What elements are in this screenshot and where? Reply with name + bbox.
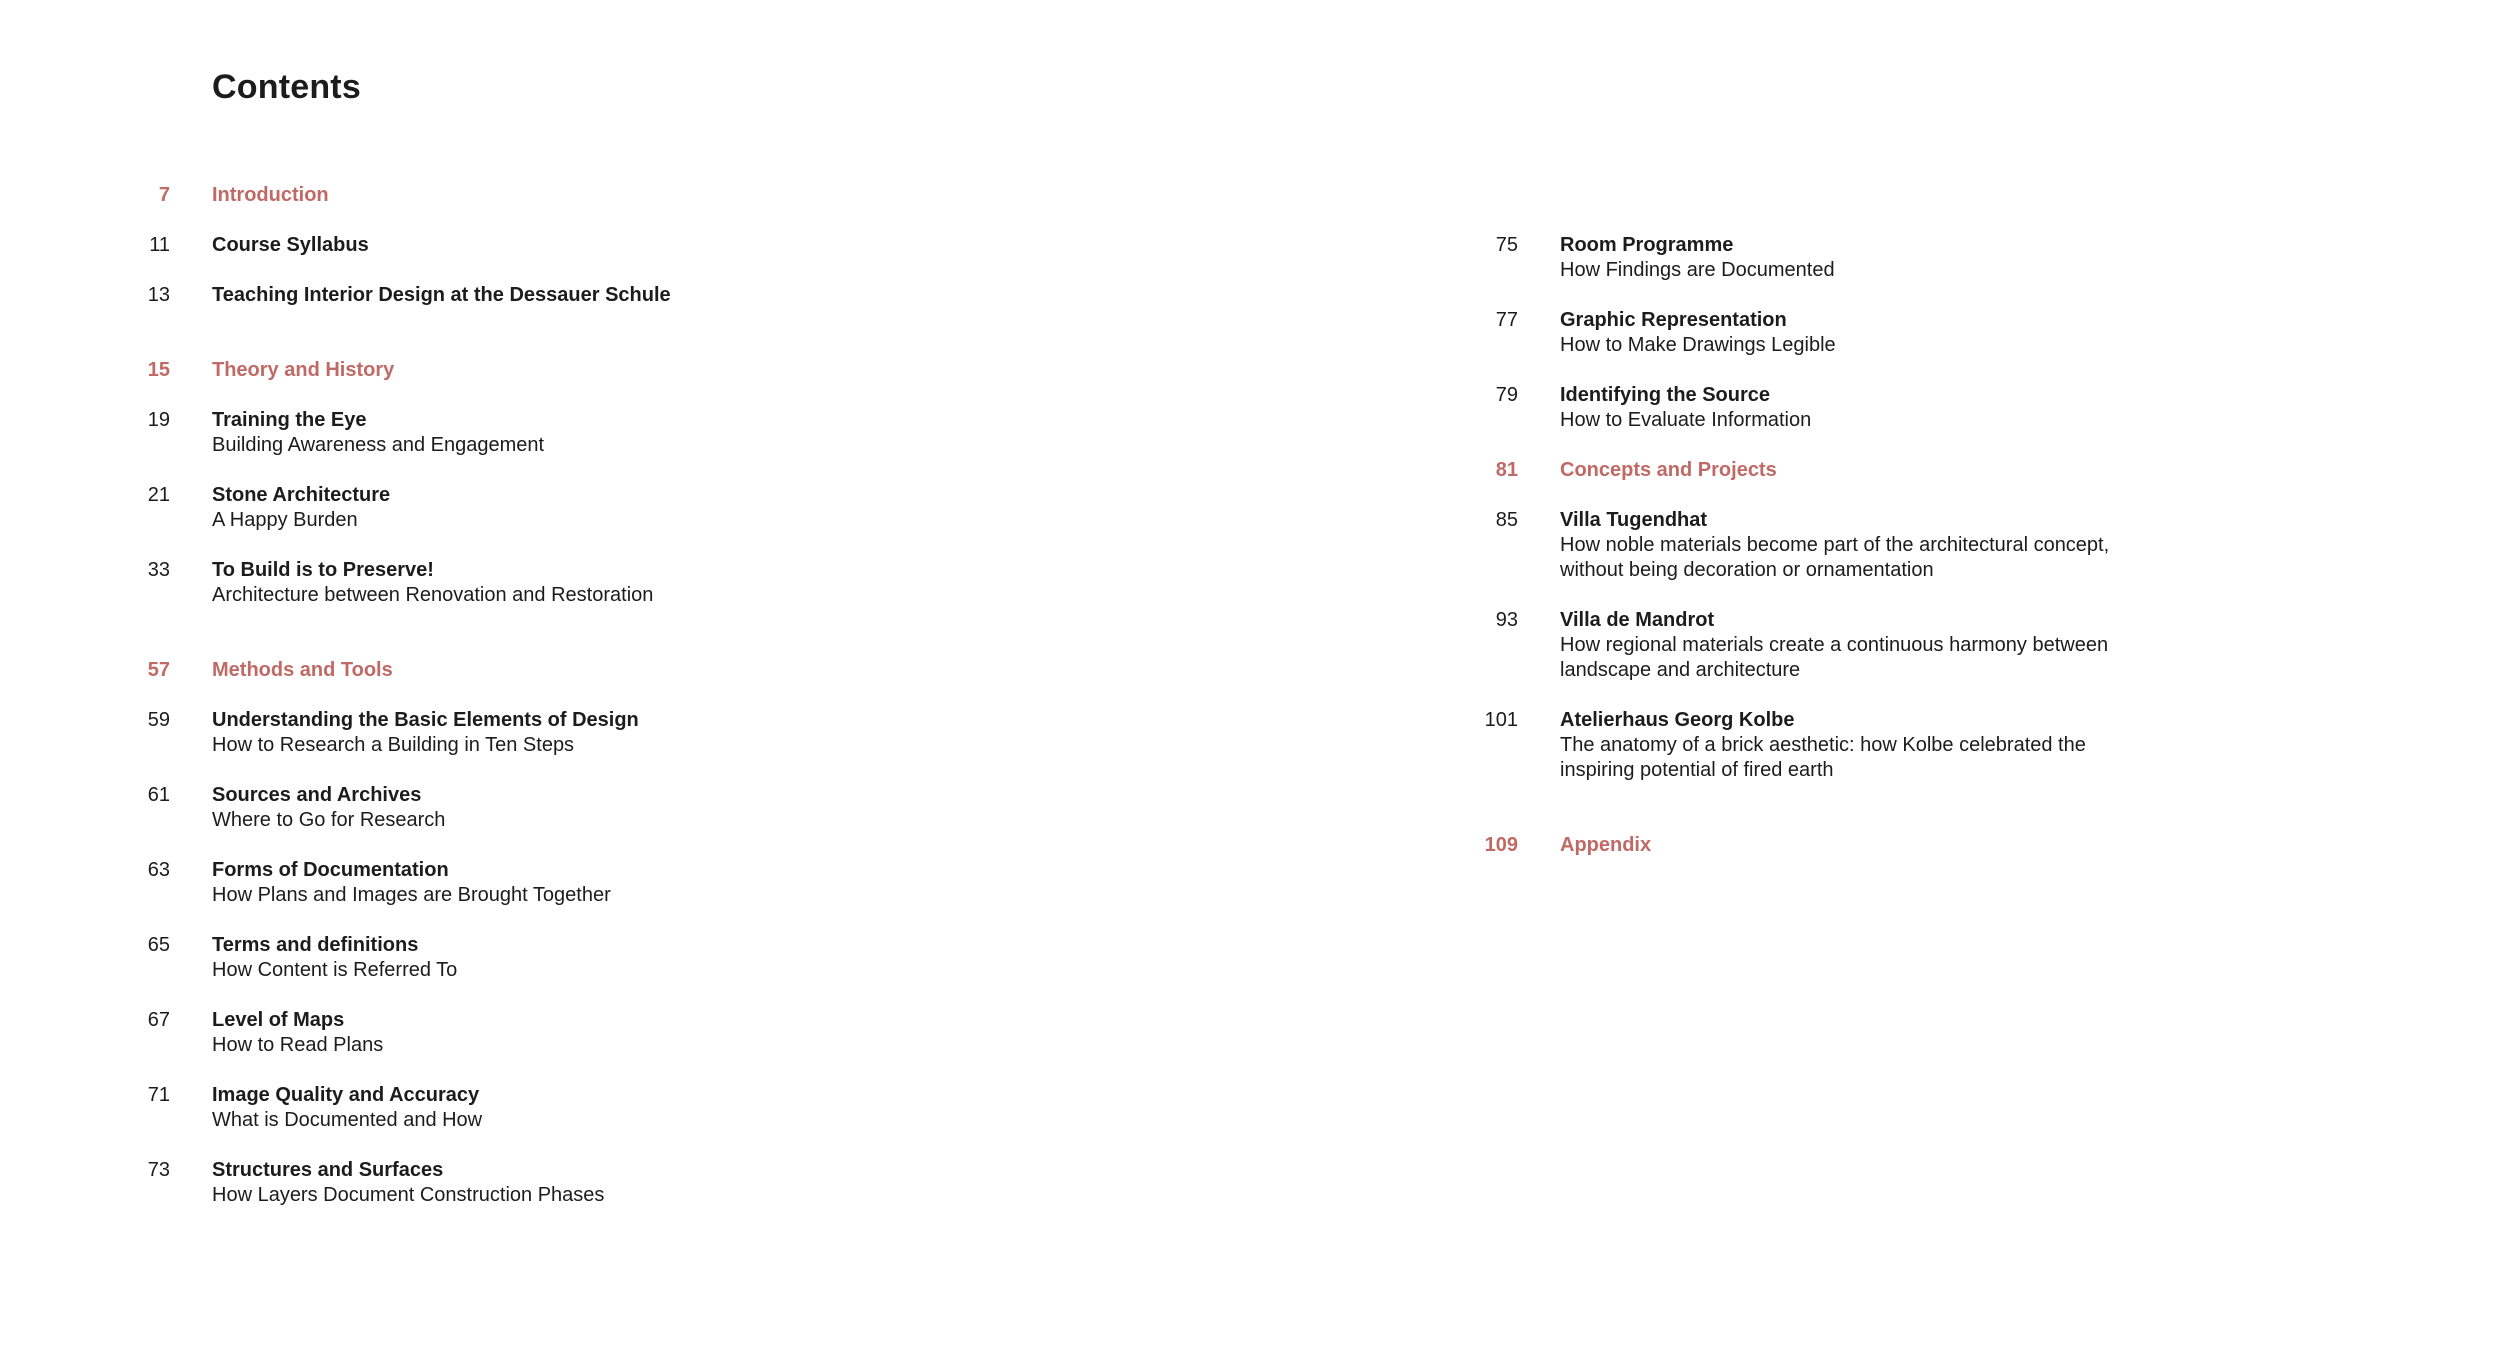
page-number: 33	[147, 559, 170, 581]
entry-title: Stone Architecture	[212, 484, 391, 506]
entry-title: To Build is to Preserve!	[212, 559, 434, 581]
page-number: 71	[147, 1084, 170, 1106]
toc-section[interactable]	[1480, 833, 2280, 858]
toc-entry[interactable]	[1480, 708, 2280, 783]
toc-right-column	[1480, 233, 2280, 883]
entry-subtitle: How to Evaluate Information	[1560, 409, 1812, 431]
toc-entry[interactable]	[140, 408, 940, 458]
entry-title: Training the Eye	[212, 409, 367, 431]
entry-subtitle: The anatomy of a brick aesthetic: how Kolbe celebrated the	[1560, 734, 2086, 756]
page-number: 109	[1484, 834, 1518, 856]
toc-entry[interactable]	[1480, 233, 2280, 283]
section-title: Methods and Tools	[212, 659, 393, 681]
toc-entry[interactable]	[1480, 608, 2280, 683]
toc-entry[interactable]	[140, 1083, 940, 1133]
entry-subtitle: What is Documented and How	[212, 1109, 483, 1131]
page-number: 15	[147, 359, 170, 381]
entry-title: Villa Tugendhat	[1560, 509, 1708, 531]
entry-subtitle: How Layers Document Construction Phases	[212, 1184, 605, 1206]
toc-entry[interactable]	[140, 783, 940, 833]
toc-section[interactable]	[140, 358, 940, 383]
entry-subtitle: How regional materials create a continuous harmony between	[1560, 634, 2109, 656]
page-title: Contents	[212, 68, 361, 106]
section-title: Appendix	[1560, 834, 1652, 856]
entry-title: Understanding the Basic Elements of Design	[212, 709, 639, 731]
page-number: 61	[147, 784, 170, 806]
entry-subtitle: Architecture between Renovation and Restoration	[212, 584, 654, 606]
entry-subtitle: How noble materials become part of the architectural concept,	[1560, 534, 2110, 556]
toc-entry[interactable]	[1480, 383, 2280, 433]
toc-section[interactable]	[140, 183, 940, 208]
toc-entry[interactable]	[140, 933, 940, 983]
section-title: Concepts and Projects	[1560, 459, 1777, 481]
entry-subtitle: How Content is Referred To	[212, 959, 458, 981]
entry-title: Image Quality and Accuracy	[212, 1084, 480, 1106]
page-number: 81	[1495, 459, 1518, 481]
page-number: 75	[1495, 234, 1518, 256]
toc-entry[interactable]	[140, 1008, 940, 1058]
page-number: 57	[147, 659, 170, 681]
toc-section[interactable]	[1480, 458, 2280, 483]
entry-subtitle: How Plans and Images are Brought Together	[212, 884, 611, 906]
toc-entry[interactable]	[140, 558, 940, 608]
entry-subtitle: How to Read Plans	[212, 1034, 384, 1056]
entry-subtitle: How to Research a Building in Ten Steps	[212, 734, 575, 756]
entry-title: Forms of Documentation	[212, 859, 449, 881]
entry-subtitle: How to Make Drawings Legible	[1560, 334, 1836, 356]
entry-title: Identifying the Source	[1560, 384, 1771, 406]
page-number: 7	[158, 184, 170, 206]
entry-title: Level of Maps	[212, 1009, 345, 1031]
page-number: 19	[147, 409, 170, 431]
toc-entry[interactable]	[140, 283, 940, 308]
entry-subtitle-line2: inspiring potential of fired earth	[1560, 759, 1834, 781]
entry-title: Sources and Archives	[212, 784, 422, 806]
page-number: 63	[147, 859, 170, 881]
page-number: 85	[1495, 509, 1518, 531]
toc-section[interactable]	[140, 658, 940, 683]
toc-left-column	[140, 183, 940, 1233]
entry-title: Graphic Representation	[1560, 309, 1787, 331]
page-number: 11	[149, 234, 170, 256]
toc-entry[interactable]	[140, 233, 940, 258]
entry-title: Room Programme	[1560, 234, 1734, 256]
toc-entry[interactable]	[140, 708, 940, 758]
toc-entry[interactable]	[140, 1158, 940, 1208]
entry-title: Teaching Interior Design at the Dessauer Schule	[212, 284, 671, 306]
page-number: 73	[147, 1159, 170, 1181]
page-number: 93	[1495, 609, 1518, 631]
page-number: 101	[1484, 709, 1518, 731]
page-number: 65	[147, 934, 170, 956]
entry-subtitle-line2: without being decoration or ornamentation	[1560, 559, 1934, 581]
entry-subtitle: Where to Go for Research	[212, 809, 446, 831]
entry-subtitle: How Findings are Documented	[1560, 259, 1835, 281]
toc-entry[interactable]	[140, 483, 940, 533]
page-number: 13	[147, 284, 170, 306]
toc-entry[interactable]	[1480, 308, 2280, 358]
entry-subtitle: Building Awareness and Engagement	[212, 434, 545, 456]
entry-title: Atelierhaus Georg Kolbe	[1560, 709, 1795, 731]
entry-title: Course Syllabus	[212, 234, 369, 256]
section-title: Theory and History	[212, 359, 395, 381]
page-number: 79	[1495, 384, 1518, 406]
page-number: 67	[147, 1009, 170, 1031]
toc-entry[interactable]	[1480, 508, 2280, 583]
entry-title: Structures and Surfaces	[212, 1159, 444, 1181]
entry-title: Terms and definitions	[212, 934, 419, 956]
entry-subtitle-line2: landscape and architecture	[1560, 659, 1801, 681]
entry-subtitle: A Happy Burden	[212, 509, 358, 531]
section-title: Introduction	[212, 184, 329, 206]
page-number: 77	[1495, 309, 1518, 331]
toc-entry[interactable]	[140, 858, 940, 908]
entry-title: Villa de Mandrot	[1560, 609, 1715, 631]
page-number: 21	[147, 484, 170, 506]
page-number: 59	[147, 709, 170, 731]
